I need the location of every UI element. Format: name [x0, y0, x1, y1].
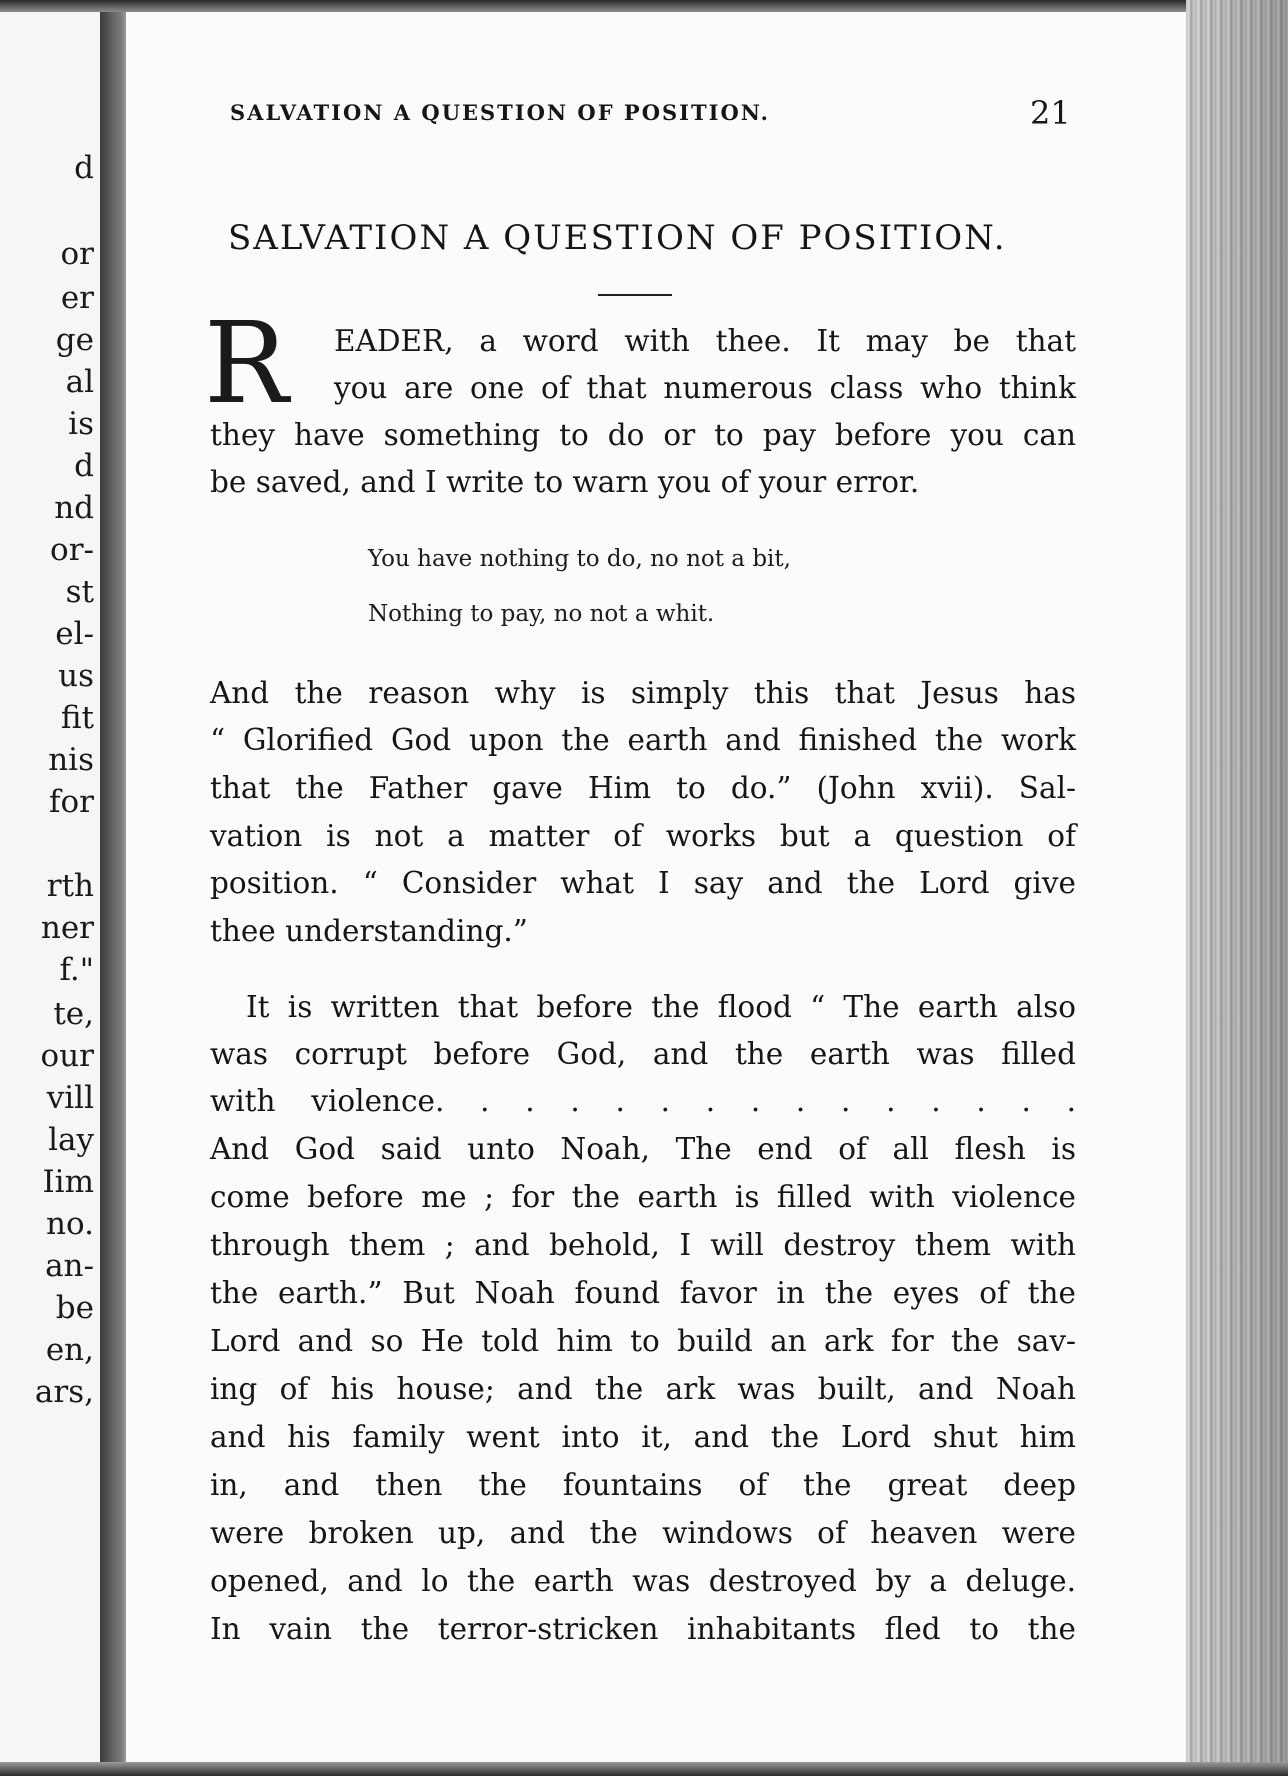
left-page-fragment: fit: [60, 700, 94, 736]
running-head: SALVATION A QUESTION OF POSITION.: [230, 100, 770, 125]
left-page-fragment: Iim: [42, 1164, 94, 1200]
facing-page-left: [0, 0, 100, 1776]
left-page-fragment: rth: [46, 868, 94, 904]
paragraph-line: the earth.” But Noah found favor in the eyes of the: [210, 1276, 1076, 1310]
left-page-fragment: el-: [55, 616, 94, 652]
paragraph-line: thee understanding.”: [210, 914, 528, 948]
paragraph-line: they have something to do or to pay before you can: [210, 418, 1076, 452]
paragraph-line: be saved, and I write to warn you of your error.: [210, 465, 920, 499]
paragraph-line: And the reason why is simply this that Jesus has: [210, 676, 1076, 710]
left-page-fragment: er: [60, 280, 94, 316]
paragraph-line: come before me ; for the earth is filled with violence: [210, 1180, 1076, 1214]
paragraph-line: In vain the terror-stricken inhabitants fled to the: [210, 1612, 1076, 1646]
drop-cap: R: [204, 299, 289, 429]
chapter-title: SALVATION A QUESTION OF POSITION.: [228, 218, 1007, 258]
left-page-fragment: ars,: [34, 1374, 94, 1410]
left-page-fragment: al: [65, 364, 94, 400]
paragraph-line: EADER, a word with thee. It may be that: [334, 324, 1076, 358]
paragraph-line: in, and then the fountains of the great deep: [210, 1468, 1076, 1502]
paragraph-line: position. “ Consider what I say and the Lord give: [210, 866, 1076, 900]
paragraph-line: “ Glorified God upon the earth and finished the work: [210, 723, 1076, 757]
left-page-fragment: an-: [45, 1248, 94, 1284]
left-page-fragment: no.: [46, 1206, 94, 1242]
paragraph-line: you are one of that numerous class who think: [334, 371, 1076, 405]
paragraph-line: that the Father gave Him to do.” (John xvii). Sal-: [210, 771, 1076, 805]
left-page-fragment: us: [58, 658, 94, 694]
paragraph-line: And God said unto Noah, The end of all flesh is: [210, 1132, 1076, 1166]
left-page-fragment: ge: [55, 322, 94, 358]
left-page-fragment: d: [74, 150, 94, 186]
left-page-fragment: vill: [46, 1080, 94, 1116]
left-page-fragment: ner: [40, 910, 94, 946]
paragraph-line: It is written that before the flood “ The earth also: [246, 990, 1076, 1024]
paragraph-line: and his family went into it, and the Lord shut him: [210, 1420, 1076, 1454]
verse-line: Nothing to pay, no not a whit.: [368, 601, 715, 627]
page-number: 21: [1030, 94, 1071, 132]
paragraph-line: ing of his house; and the ark was built, and Noah: [210, 1372, 1076, 1406]
left-page-fragment: is: [68, 406, 94, 442]
left-page-fragment: en,: [45, 1332, 94, 1368]
paragraph-line: vation is not a matter of works but a question of: [210, 819, 1076, 853]
book-gutter: [100, 0, 126, 1776]
left-page-fragment: d: [74, 448, 94, 484]
paragraph-line: with violence. . . . . . . . . . . . . . .: [210, 1084, 1076, 1118]
left-page-fragment: te,: [53, 996, 94, 1032]
paragraph-line: through them ; and behold, I will destroy them with: [210, 1228, 1076, 1262]
left-page-fragment: f.": [59, 952, 94, 988]
left-page-fragment: nis: [48, 742, 94, 778]
left-page-fragment: or: [60, 236, 94, 272]
left-page-fragment: for: [49, 784, 94, 820]
page-edges-shade: [1186, 0, 1288, 1776]
paragraph-line: were broken up, and the windows of heaven were: [210, 1516, 1076, 1550]
scan-bottom-edge: [0, 1762, 1288, 1776]
paragraph-line: Lord and so He told him to build an ark for the sav-: [210, 1324, 1076, 1358]
left-page-fragment: be: [55, 1290, 94, 1326]
paragraph-line: opened, and lo the earth was destroyed by a deluge.: [210, 1564, 1076, 1598]
left-page-fragment: our: [40, 1038, 94, 1074]
left-page-fragment: lay: [48, 1122, 94, 1158]
verse-line: You have nothing to do, no not a bit,: [368, 546, 791, 572]
left-page-fragment: or-: [50, 532, 94, 568]
scan-top-edge: [0, 0, 1288, 12]
title-rule: [598, 294, 672, 296]
paragraph-line: was corrupt before God, and the earth was filled: [210, 1037, 1076, 1071]
left-page-fragment: st: [65, 574, 94, 610]
left-page-fragment: nd: [54, 490, 94, 526]
